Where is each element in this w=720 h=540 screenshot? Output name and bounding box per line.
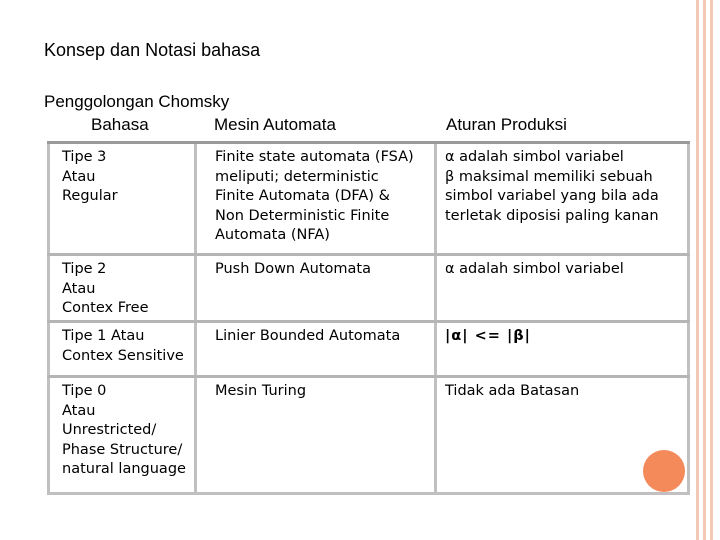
chomsky-table <box>47 141 690 495</box>
cell-mesin: Linier Bounded Automata <box>197 323 437 375</box>
column-header-bahasa: Bahasa <box>91 115 149 134</box>
cell-bahasa: Tipe 3 Atau Regular <box>47 144 197 253</box>
slide-title: Konsep dan Notasi bahasa <box>44 40 261 60</box>
column-header-aturan: Aturan Produksi <box>446 115 567 134</box>
cell-bahasa: Tipe 2 Atau Contex Free <box>47 256 197 320</box>
cell-aturan: Tidak ada Batasan <box>437 378 690 492</box>
table-row <box>47 141 690 253</box>
cell-aturan: |α| <= |β| <box>437 323 690 375</box>
cell-mesin: Finite state automata (FSA) meliputi; deterministic Finite Automata (DFA) & Non Deterministic Finite Automata (NFA) <box>197 144 437 253</box>
table-row <box>47 253 690 320</box>
table-row <box>47 320 690 375</box>
cell-mesin: Mesin Turing <box>197 378 437 492</box>
cell-mesin: Push Down Automata <box>197 256 437 320</box>
cell-bahasa: Tipe 1 Atau Contex Sensitive <box>47 323 197 375</box>
column-header-mesin: Mesin Automata <box>214 115 336 134</box>
table-row <box>47 375 690 495</box>
cell-bahasa: Tipe 0 Atau Unrestricted/ Phase Structure/ natural language <box>47 378 197 492</box>
cell-aturan: α adalah simbol variabel <box>437 256 690 320</box>
decorative-border-stripes <box>694 0 720 540</box>
cell-aturan: α adalah simbol variabel β maksimal memiliki sebuah simbol variabel yang bila ada terletak diposisi paling kanan <box>437 144 690 253</box>
slide-subtitle: Penggolongan Chomsky <box>44 92 230 111</box>
